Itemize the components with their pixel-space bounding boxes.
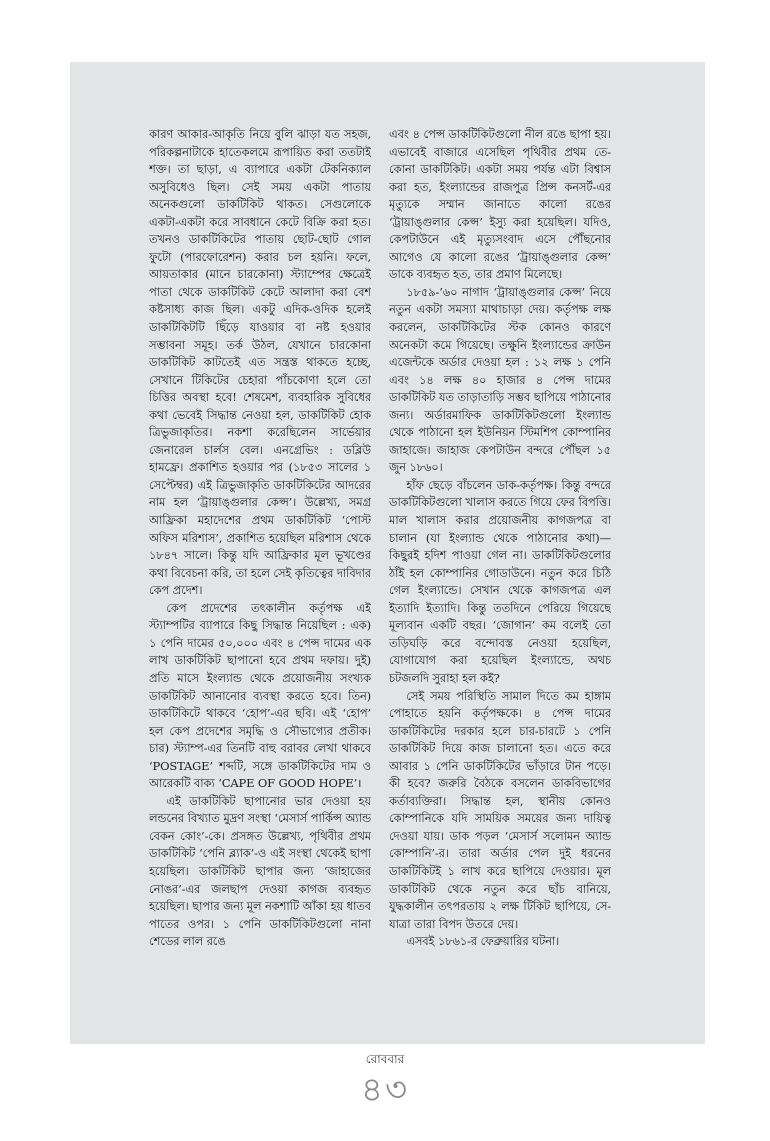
article-column-right xyxy=(389,126,611,1038)
publication-name: রোববার xyxy=(365,1052,405,1066)
paragraph: কেপ প্রদেশের তৎকালীন কর্তৃপক্ষ এই স্ট্যাম্পটির ব্যাপারে কিছু সিদ্ধান্ত নিয়েছিল : এক) ১ পেনি দামের ৫০,০০০ এবং ৪ পেন্স দামের এক লাখ ডাকটিকিট ছাপানো হবে প্রথম দফায়। দুই) প্রতি মাসে ইংল্যান্ড থেকে প্রয়োজনীয় সংখ্যক ডাকটিকিট আনানোর ব্যবস্থা করতে হবে। তিন) ডাকটিকিটে থাকবে ‘হোপ’-এর ছবি। এই ‘হোপ’ হল কেপ প্রদেশের সমৃদ্ধি ও সৌভাগ্যের প্রতীক। চার) স্ট্যাম্প-এর তিনটি বাহু বরাবর লেখা থাকবে ‘POSTAGE’ শব্দটি, সঙ্গে ডাকটিকিটের দাম ও আরেকটি বাক্য ‘CAPE OF GOOD HOPE’। xyxy=(149,600,371,791)
paragraph: ১৮৫৯-’৬০ নাগাদ ‘ট্রায়াঙ্গুলার কেপ্স’ নিয়ে নতুন একটা সমস্যা মাথাচাড়া দেয়। কর্তৃপক্ষ লক্ষ করলেন, ডাকটিকিটের স্টক কোনও কারণে অনেকটা কমে গিয়েছে। তক্ষুনি ইংল্যান্ডের ক্রাউন এজেন্টকে অর্ডার দেওয়া হল : ১২ লক্ষ ১ পেনি এবং ১৪ লক্ষ ৪০ হাজার ৪ পেন্স দামের ডাকটিকিট যত তাড়াতাড়ি সম্ভব ছাপিয়ে পাঠানোর জন্য। অর্ডারমাফিক ডাকটিকিটগুলো ইংল্যান্ড থেকে পাঠানো হল ইউনিয়ন স্টিমশিপ কোম্পানির জাহাজে। জাহাজ কেপটাউন বন্দরে পৌঁছল ১৫ জুন ১৮৬০। xyxy=(389,284,611,475)
paragraph: হাঁফ ছেড়ে বাঁচলেন ডাক-কর্তৃপক্ষ। কিন্তু বন্দরে ডাকটিকিটগুলো খালাস করতে গিয়ে ফের বিপত্তি। মাল খালাস করার প্রয়োজনীয় কাগজপত্র বা চালান (যা ইংল্যান্ড থেকে পাঠানোর কথা)—কিছুরই হদিশ পাওয়া গেল না। ডাকটিকিটগুলোর ঠাঁই হল কোম্পানির গোডাউনে। নতুন করে চিঠি গেল ইংল্যান্ডে। সেখান থেকে কাগজপত্র এল ইত্যাদি ইত্যাদি। কিন্তু ততদিনে পেরিয়ে গিয়েছে মূল্যবান একটি বছর। ‘জোগান’ কম বলেই তো তড়িঘড়ি করে বন্দোবস্ত নেওয়া হয়েছিল, যোগাযোগ করা হয়েছিল ইংল্যান্ডে, অথচ চটজলদি সুরাহা হল কই? xyxy=(389,477,611,685)
paragraph: সেই সময় পরিস্থিতি সামাল দিতে কম হাঙ্গাম পোহাতে হয়নি কর্তৃপক্ষকে। ৪ পেন্স দামের ডাকটিকিটের দরকার হলে চার-চারটে ১ পেনি ডাকটিকিট দিয়ে কাজ চালানো হত। এতে করে আবার ১ পেনি ডাকটিকিটের ভাঁড়ারে টান পড়ে। কী হবে? জরুরি বৈঠকে বসলেন ডাকবিভাগের কর্তাব্যক্তিরা। সিদ্ধান্ত হল, স্থানীয় কোনও কোম্পানিকে যদি সাময়িক সময়ের জন্য দায়িত্ব দেওয়া যায়। ডাক পড়ল ‘মেসার্স সলোমন অ্যান্ড কোম্পানি’-র। তারা অর্ডার পেল দুই ধরনের ডাকটিকিটই ১ লাখ করে ছাপিয়ে দেওয়ার। মূল ডাকটিকিট থেকে নতুন করে ছাঁচ বানিয়ে, যুদ্ধকালীন তৎপরতায় ২ লক্ষ টিকিট ছাপিয়ে, সে-যাত্রা তারা বিপদ উতরে দেয়। xyxy=(389,688,611,931)
page-number: ৪৩ xyxy=(360,1070,410,1110)
paragraph: কারণ আকার-আকৃতি নিয়ে বুলি ঝাড়া যত সহজ, পরিকল্পনাটাকে হাতেকলমে রূপায়িত করা ততটাই শক্ত। তা ছাড়া, এ ব্যাপারে একটা টেকনিক্যাল অসুবিধেও ছিল। সেই সময় একটা পাতায় অনেকগুলো ডাকটিকিট থাকত। সেগুলোকে একটা-একটা করে সাবধানে কেটে বিক্রি করা হত। তখনও ডাকটিকিটের পাতায় ছোট-ছোট গোল ফুটো (পারফোরেশন) করার চল হয়নি। ফলে, আয়তাকার (মানে চারকোনা) স্ট্যাম্পের ক্ষেত্রেই পাতা থেকে ডাকটিকিট কেটে আলাদা করা বেশ কষ্টসাধ্য কাজ ছিল। একটু এদিক-ওদিক হলেই ডাকটিকিটটি ছিঁড়ে যাওয়ার বা নষ্ট হওয়ার সম্ভাবনা সমূহ। তর্ক উঠল, যেখানে চারকোনা ডাকটিকিট কাটতেই এত সন্ত্রস্ত থাকতে হচ্ছে, সেখানে টিকিটের চেহারা পাঁচকোণা হলে তো চিত্তির অবস্থা হবে! শেষমেশ, ব্যবহারিক সুবিধের কথা ভেবেই সিদ্ধান্ত নেওয়া হল, ডাকটিকিট হোক ত্রিভুজাকৃতির। নকশা করেছিলেন সার্ভেয়ার জেনারেল চার্লস বেল। এনগ্রেভিং : ডব্লিউ হামফ্রে। প্রকাশিত হওয়ার পর (১৮৫৩ সালের ১ সেপ্টেম্বর) এই ত্রিভুজাকৃতি ডাকটিকিটের আদরের নাম হল ‘ট্রায়াঙ্গুলার কেপ্স’। উল্লেখ্য, সমগ্র আফ্রিকা মহাদেশের প্রথম ডাকটিকিট ‘পোস্ট অফিস মরিশাস’, প্রকাশিত হয়েছিল মরিশাস থেকে ১৮৪৭ সালে। কিন্তু যদি আফ্রিকার মূল ভূখণ্ডের কথা বিবেচনা করি, তা হলে সেই কৃতিত্বের দাবিদার কেপ প্রদেশ। xyxy=(149,127,371,598)
article-column-left xyxy=(149,126,371,1008)
paragraph: এবং ৪ পেন্স ডাকটিকিটগুলো নীল রঙে ছাপা হয়। এভাবেই বাজারে এসেছিল পৃথিবীর প্রথম তে-কোনা ডাকটিকিট। একটা সময় পর্যন্ত এটা বিশ্বাস করা হত, ইংল্যান্ডের রাজপুত্র প্রিন্স কনসর্ট-এর মৃত্যুকে সম্মান জানাতে কালো রঙের ‘ট্রায়াঙ্গুলার কেপ্স’ ইস্যু করা হয়েছিল। যদিও, কেপটাউনে এই মৃত্যুসংবাদ এসে পৌঁছনোর আগেও যে কালো রঙের ‘ট্রায়াঙ্গুলার কেপ্স’ ডাকে ব্যবহৃত হত, তার প্রমাণ মিলেছে। xyxy=(389,127,611,282)
paragraph: এই ডাকটিকিট ছাপানোর ভার দেওয়া হয় লন্ডনের বিখ্যাত মুদ্রণ সংস্থা ‘মেসার্স পার্কিন্স অ্যান্ড বেকন কোং’-কে। প্রসঙ্গত উল্লেখ্য, পৃথিবীর প্রথম ডাকটিকিট ‘পেনি ব্ল্যাক’-ও এই সংস্থা থেকেই ছাপা হয়েছিল। ডাকটিকিট ছাপার জন্য ‘জাহাজের নোঙর’-এর জলছাপ দেওয়া কাগজ ব্যবহৃত হয়েছিল। ছাপার জন্য মূল নকশাটি আঁকা হয় ধাতব পাতের ওপর। ১ পেনি ডাকটিকিটগুলো নানা শেডের লাল রঙে xyxy=(149,793,371,949)
paragraph: এসবই ১৮৬১-র ফেব্রুয়ারির ঘটনা। xyxy=(406,934,560,949)
